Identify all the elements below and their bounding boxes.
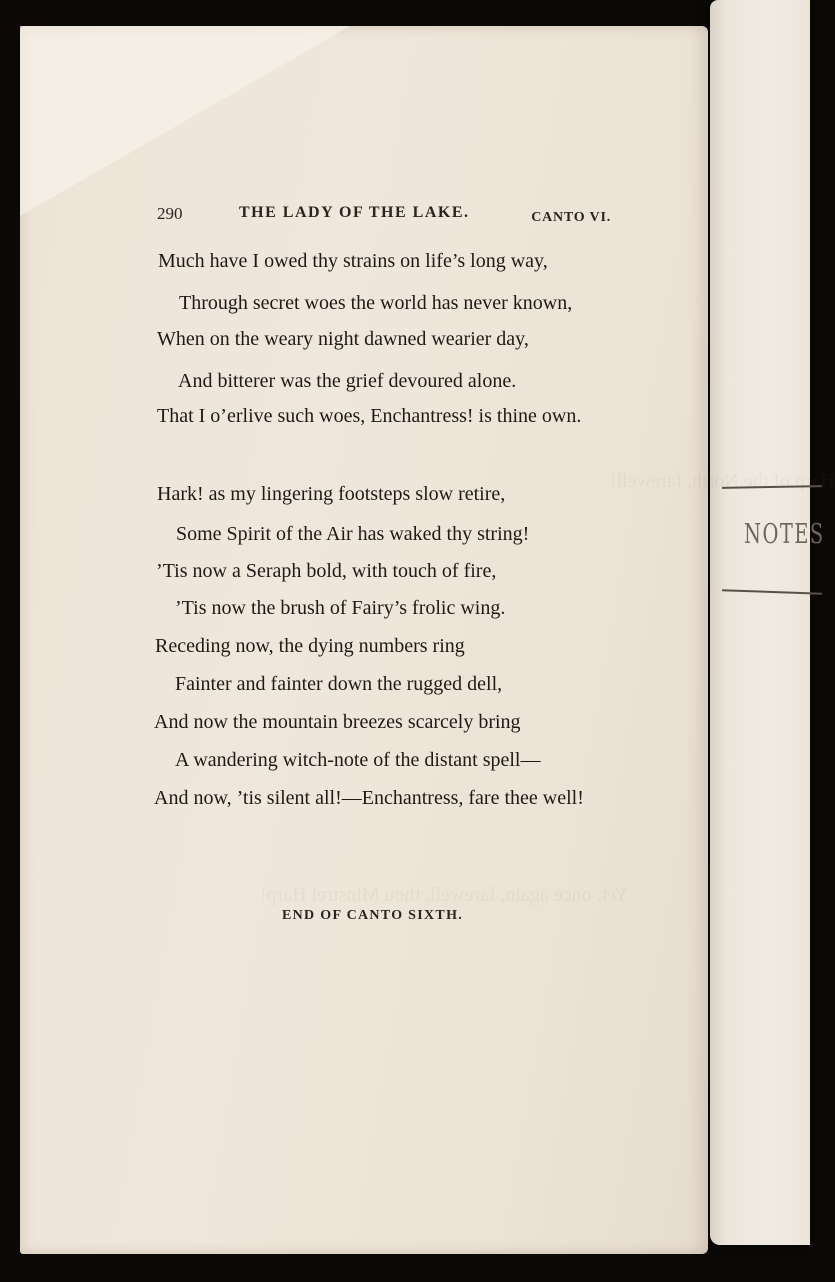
verse-line: A wandering witch-note of the distant spell— [175, 749, 541, 771]
verse-line: Receding now, the dying numbers ring [155, 635, 465, 657]
canto-label: CANTO VI. [531, 210, 611, 225]
verse-line: Hark! as my lingering footsteps slow retire, [157, 483, 506, 505]
verse-line: Some Spirit of the Air has waked thy string! [176, 523, 530, 545]
folded-corner [20, 26, 350, 216]
page-number: 290 [157, 204, 183, 223]
show-through-text: Yet, once again, farewell, thou Minstrel Harp! [260, 884, 629, 906]
end-of-canto-note: END OF CANTO SIXTH. [282, 908, 464, 923]
verse-line: ’Tis now a Seraph bold, with touch of fire, [156, 560, 497, 582]
verse-line: Fainter and fainter down the rugged dell, [175, 673, 503, 695]
verse-line: That I o’erlive such woes, Enchantress! is thine own. [157, 405, 582, 427]
verse-line: Much have I owed thy strains on life’s long way, [158, 250, 548, 272]
verse-line: And now the mountain breezes scarcely bring [154, 711, 521, 733]
verse-line: And bitterer was the grief devoured alone. [178, 370, 517, 392]
verse-line: Through secret woes the world has never known, [179, 292, 573, 314]
book-title: THE LADY OF THE LAKE. [239, 204, 470, 221]
verse-line: When on the weary night dawned wearier day, [157, 328, 529, 350]
show-through-text: Harp of the North, farewell! [610, 470, 835, 492]
verse-line: ’Tis now the brush of Fairy’s frolic wing. [175, 597, 506, 619]
running-head [157, 204, 611, 228]
notes-heading: NOTES [744, 519, 825, 550]
facing-page-bottom-rule [722, 589, 822, 594]
verse-line: And now, ’tis silent all!—Enchantress, fare thee well! [154, 787, 584, 809]
